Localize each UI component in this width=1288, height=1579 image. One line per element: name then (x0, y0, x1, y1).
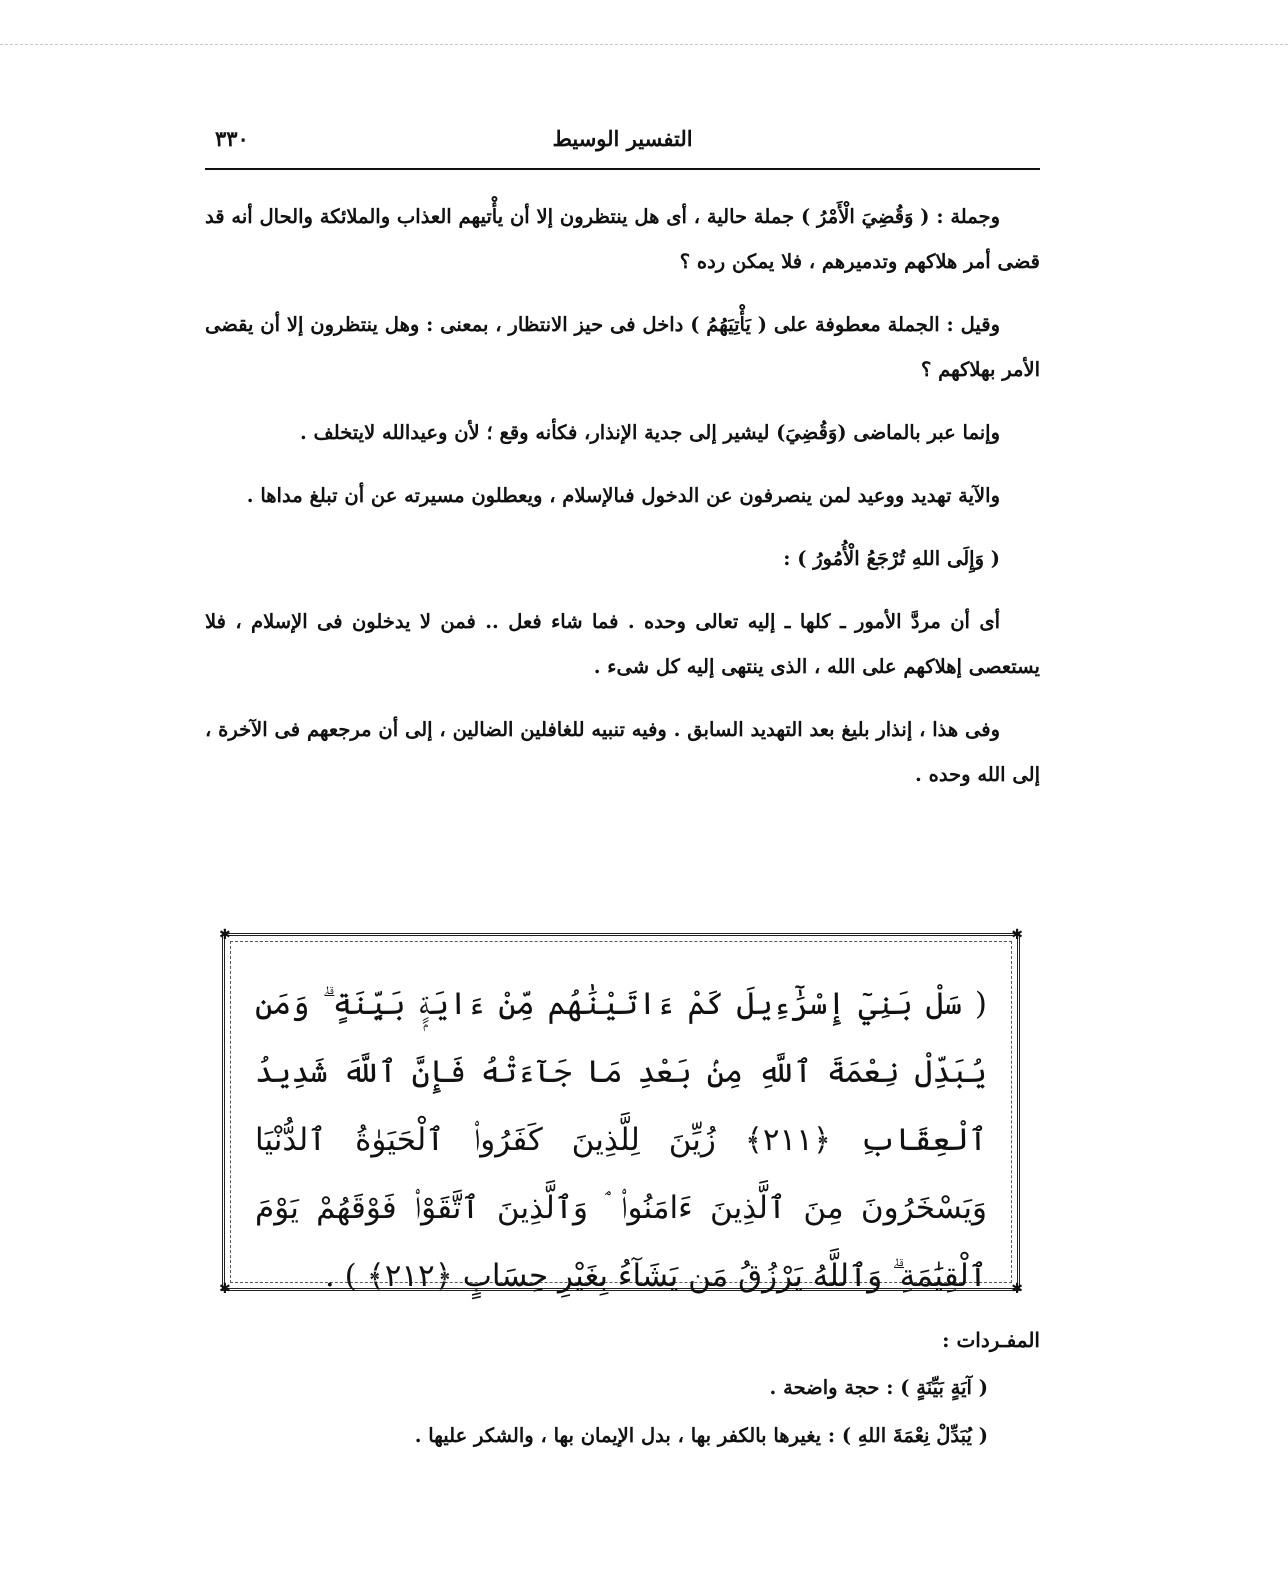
verse-subheading: ( وَإِلَى اللهِ تُرْجَعُ الْأُمُورُ ) : (783, 547, 1000, 570)
paragraph-3: وإنما عبر بالماضى (وَقُضِيَ) ليشير إلى جدية الإنذار، فكأنه وقع ؛ لأن وعيدالله لايتخلف . (299, 421, 1000, 444)
paragraph-1: وجملة : ( وَقُضِيَ الْأَمْرُ ) جملة حالية ، أى هل ينتظرون إلا أن يأْتيهم العذاب والملائكة والحال أنه قد قضى أمر هلاكهم وتدميرهم ، فلا يمكن رده ؟ (205, 205, 1040, 273)
frame-corner-ornament: ✱ (219, 1281, 231, 1297)
page-header (205, 118, 1040, 170)
frame-corner-ornament: ✱ (219, 927, 231, 943)
paragraph-4: والآية تهديد ووعيد لمن ينصرفون عن الدخول فىالإسلام ، ويعطلون مسيرته عن أن تبلغ مداها . (246, 484, 1000, 507)
vocabulary-heading: المفـردات : (942, 1328, 1040, 1352)
vocabulary-item: ( آيَةٍ بَيِّنَةٍ ) : حجة واضحة . (769, 1376, 988, 1399)
quran-verse-frame (219, 927, 1023, 1297)
frame-corner-ornament: ✱ (1011, 1281, 1023, 1297)
frame-corner-ornament: ✱ (1011, 927, 1023, 943)
scan-edge-line (0, 44, 1288, 45)
paragraph-6: وفى هذا ، إنذار بليغ بعد التهديد السابق . وفيه تنبيه للغافلين الضالين ، إلى أن مرجعهم فى الآخرة ، إلى الله وحده . (205, 718, 1040, 786)
page-number: ٣٣٠ (215, 126, 249, 151)
vocabulary-section (205, 1325, 1040, 1467)
vocabulary-item: ( يُبَدِّلْ نِعْمَةَ اللهِ ) : يغيرها بالكفر بها ، بدل الإيمان بها ، والشكر عليها . (414, 1424, 988, 1447)
paragraph-2: وقيل : الجملة معطوفة على ( يَأْتِيَهُمُ ) داخل فى حيز الانتظار ، بمعنى : وهل ينتظرون إلا أن يقضى الأمر بهلاكهم ؟ (205, 313, 1040, 381)
quran-verse-text: ( سَلْ بَنِيٓ إِسْرَٰٓءِيلَ كَمْ ءَاتَيْنَٰهُم مِّنْ ءَايَةٍۭ بَيِّنَةٍ ۗ وَمَن يُبَدِّلْ نِعْمَةَ ٱللَّهِ مِنۢ بَعْدِ مَا جَآءَتْهُ فَإِنَّ ٱللَّهَ شَدِيدُ ٱلْعِقَابِ ﴿٢١١﴾ زُيِّنَ لِلَّذِينَ كَفَرُوا۟ ٱلْحَيَوٰةُ ٱلدُّنْيَا وَيَسْخَرُونَ مِنَ ٱلَّذِينَ ءَامَنُوا۟ ۘ وَٱلَّذِينَ ٱتَّقَوْا۟ فَوْقَهُمْ يَوْمَ ٱلْقِيَٰمَةِ ۗ وَٱللَّهُ يَرْزُقُ مَن يَشَآءُ بِغَيْرِ حِسَابٍ ﴿٢١٢﴾ ) . (255, 986, 987, 1294)
paragraph-5: أى أن مردَّ الأمور ـ كلها ـ إليه تعالى وحده . فما شاء فعل .. فمن لا يدخلون فى الإسلام ، فلا يستعصى إهلاكهم على الله ، الذى ينتهى إليه كل شىء . (205, 610, 1040, 678)
running-title: التفسير الوسيط (552, 126, 693, 151)
page-body (205, 118, 1040, 815)
